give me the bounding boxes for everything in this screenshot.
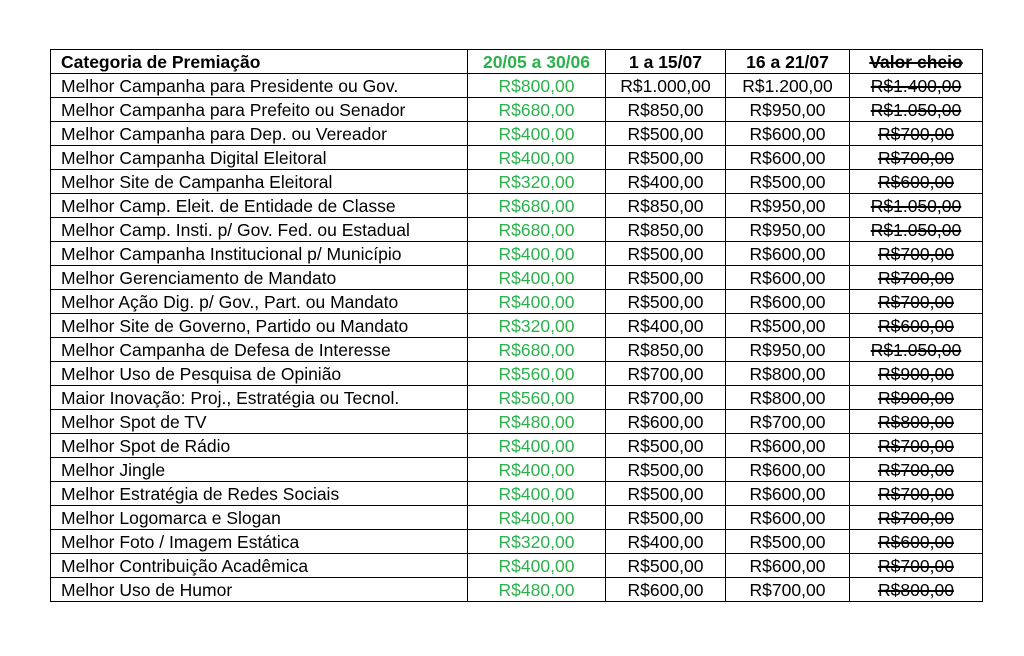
cell-period-3-price: R$500,00 [726,530,850,554]
cell-full-price: R$700,00 [850,434,983,458]
cell-period-3-price: R$700,00 [726,410,850,434]
header-row [51,50,983,74]
cell-period-2-price: R$500,00 [606,122,726,146]
cell-period-2-price: R$400,00 [606,314,726,338]
table-row [51,506,983,530]
cell-period-1-price: R$400,00 [468,458,606,482]
cell-period-2-price: R$400,00 [606,170,726,194]
cell-period-3-price: R$800,00 [726,362,850,386]
cell-period-2-price: R$500,00 [606,266,726,290]
cell-full-price: R$700,00 [850,458,983,482]
cell-period-3-price: R$600,00 [726,554,850,578]
table-row [51,386,983,410]
cell-full-price: R$900,00 [850,386,983,410]
table-row [51,554,983,578]
cell-period-3-price: R$950,00 [726,338,850,362]
cell-full-price: R$1.400,00 [850,74,983,98]
cell-period-3-price: R$600,00 [726,290,850,314]
cell-category: Melhor Uso de Humor [51,578,468,602]
cell-period-3-price: R$600,00 [726,146,850,170]
cell-period-1-price: R$400,00 [468,482,606,506]
cell-period-2-price: R$500,00 [606,506,726,530]
cell-category: Melhor Estratégia de Redes Sociais [51,482,468,506]
cell-period-1-price: R$320,00 [468,314,606,338]
cell-category: Melhor Campanha para Presidente ou Gov. [51,74,468,98]
cell-category: Melhor Campanha para Prefeito ou Senador [51,98,468,122]
cell-full-price: R$600,00 [850,170,983,194]
table-row [51,578,983,602]
cell-period-2-price: R$500,00 [606,458,726,482]
cell-full-price: R$700,00 [850,482,983,506]
cell-category: Melhor Gerenciamento de Mandato [51,266,468,290]
cell-full-price: R$900,00 [850,362,983,386]
cell-category: Melhor Contribuição Acadêmica [51,554,468,578]
table-row [51,410,983,434]
price-table [50,49,983,602]
cell-full-price: R$1.050,00 [850,338,983,362]
cell-period-2-price: R$500,00 [606,482,726,506]
cell-period-2-price: R$500,00 [606,290,726,314]
cell-category: Melhor Logomarca e Slogan [51,506,468,530]
cell-period-2-price: R$850,00 [606,194,726,218]
table-header [51,50,983,74]
cell-full-price: R$700,00 [850,554,983,578]
table-row [51,530,983,554]
cell-period-2-price: R$850,00 [606,218,726,242]
cell-category: Maior Inovação: Proj., Estratégia ou Tecnol. [51,386,468,410]
cell-category: Melhor Jingle [51,458,468,482]
table-row [51,434,983,458]
cell-period-1-price: R$800,00 [468,74,606,98]
cell-period-2-price: R$600,00 [606,578,726,602]
cell-period-3-price: R$600,00 [726,506,850,530]
cell-period-2-price: R$700,00 [606,386,726,410]
cell-category: Melhor Campanha Digital Eleitoral [51,146,468,170]
cell-period-3-price: R$950,00 [726,194,850,218]
cell-period-3-price: R$600,00 [726,434,850,458]
cell-category: Melhor Ação Dig. p/ Gov., Part. ou Mandato [51,290,468,314]
cell-period-3-price: R$600,00 [726,482,850,506]
cell-full-price: R$1.050,00 [850,218,983,242]
cell-period-1-price: R$400,00 [468,266,606,290]
cell-period-1-price: R$400,00 [468,434,606,458]
cell-period-1-price: R$560,00 [468,386,606,410]
cell-period-3-price: R$1.200,00 [726,74,850,98]
table-row [51,338,983,362]
cell-period-2-price: R$1.000,00 [606,74,726,98]
cell-category: Melhor Spot de Rádio [51,434,468,458]
table-row [51,458,983,482]
table-row [51,242,983,266]
cell-period-1-price: R$400,00 [468,242,606,266]
cell-category: Melhor Foto / Imagem Estática [51,530,468,554]
cell-period-1-price: R$680,00 [468,218,606,242]
cell-period-3-price: R$600,00 [726,122,850,146]
table-row [51,482,983,506]
cell-period-1-price: R$480,00 [468,410,606,434]
cell-period-1-price: R$680,00 [468,338,606,362]
cell-period-1-price: R$400,00 [468,122,606,146]
cell-period-1-price: R$680,00 [468,98,606,122]
table-row [51,362,983,386]
cell-period-2-price: R$600,00 [606,410,726,434]
cell-period-3-price: R$950,00 [726,218,850,242]
header-full-price: Valor cheio [850,50,983,74]
table-row [51,266,983,290]
cell-period-1-price: R$320,00 [468,530,606,554]
cell-full-price: R$700,00 [850,242,983,266]
cell-period-3-price: R$500,00 [726,314,850,338]
cell-full-price: R$700,00 [850,122,983,146]
cell-period-1-price: R$400,00 [468,146,606,170]
table-row [51,314,983,338]
cell-category: Melhor Spot de TV [51,410,468,434]
cell-period-1-price: R$400,00 [468,290,606,314]
cell-category: Melhor Campanha de Defesa de Interesse [51,338,468,362]
table-body [51,74,983,602]
cell-full-price: R$700,00 [850,146,983,170]
cell-category: Melhor Uso de Pesquisa de Opinião [51,362,468,386]
cell-period-3-price: R$600,00 [726,266,850,290]
cell-full-price: R$700,00 [850,506,983,530]
cell-period-2-price: R$500,00 [606,242,726,266]
header-period-2: 1 a 15/07 [606,50,726,74]
cell-period-2-price: R$500,00 [606,146,726,170]
cell-category: Melhor Camp. Insti. p/ Gov. Fed. ou Estadual [51,218,468,242]
cell-period-1-price: R$400,00 [468,554,606,578]
cell-period-2-price: R$400,00 [606,530,726,554]
cell-full-price: R$800,00 [850,578,983,602]
header-category: Categoria de Premiação [51,50,468,74]
cell-period-2-price: R$500,00 [606,554,726,578]
header-period-1: 20/05 a 30/06 [468,50,606,74]
cell-full-price: R$600,00 [850,314,983,338]
cell-category: Melhor Camp. Eleit. de Entidade de Classe [51,194,468,218]
cell-period-2-price: R$850,00 [606,98,726,122]
cell-period-3-price: R$950,00 [726,98,850,122]
table-row [51,122,983,146]
cell-period-2-price: R$700,00 [606,362,726,386]
cell-full-price: R$800,00 [850,410,983,434]
table-row [51,74,983,98]
cell-category: Melhor Campanha Institucional p/ Município [51,242,468,266]
cell-period-2-price: R$500,00 [606,434,726,458]
cell-period-3-price: R$500,00 [726,170,850,194]
cell-full-price: R$700,00 [850,266,983,290]
cell-period-1-price: R$560,00 [468,362,606,386]
cell-period-1-price: R$400,00 [468,506,606,530]
cell-period-3-price: R$600,00 [726,458,850,482]
cell-full-price: R$700,00 [850,290,983,314]
cell-full-price: R$1.050,00 [850,194,983,218]
cell-full-price: R$1.050,00 [850,98,983,122]
cell-period-1-price: R$680,00 [468,194,606,218]
cell-period-3-price: R$700,00 [726,578,850,602]
header-period-3: 16 a 21/07 [726,50,850,74]
table-row [51,146,983,170]
cell-full-price: R$600,00 [850,530,983,554]
cell-category: Melhor Site de Campanha Eleitoral [51,170,468,194]
table-row [51,170,983,194]
cell-period-2-price: R$850,00 [606,338,726,362]
cell-category: Melhor Site de Governo, Partido ou Mandato [51,314,468,338]
cell-period-1-price: R$320,00 [468,170,606,194]
cell-period-3-price: R$600,00 [726,242,850,266]
table-row [51,218,983,242]
cell-period-1-price: R$480,00 [468,578,606,602]
cell-period-3-price: R$800,00 [726,386,850,410]
table-row [51,290,983,314]
table-row [51,98,983,122]
cell-category: Melhor Campanha para Dep. ou Vereador [51,122,468,146]
table-row [51,194,983,218]
